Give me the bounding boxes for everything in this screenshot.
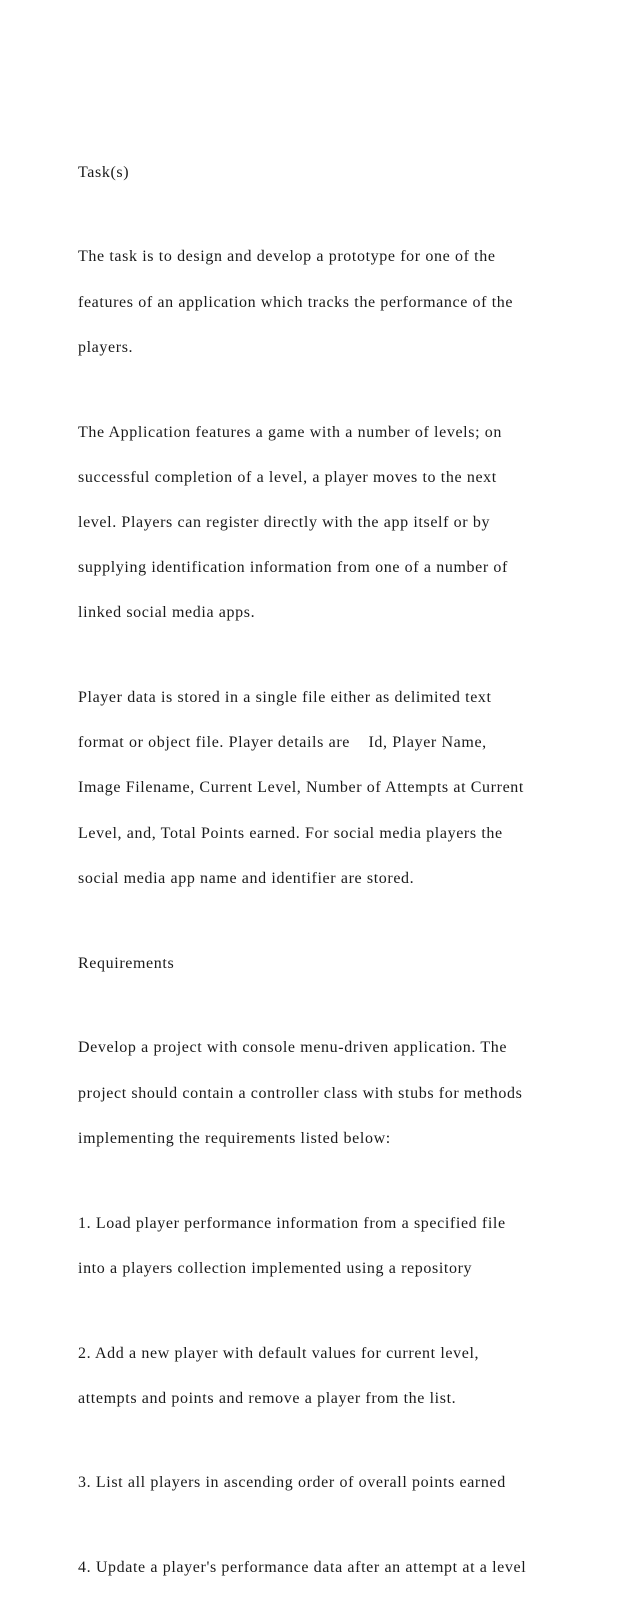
- text-line: Player data is stored in a single file either as delimited text: [78, 689, 492, 707]
- text-line: project should contain a controller class with stubs for methods: [78, 1084, 523, 1102]
- text-line: implementing the requirements listed below:: [78, 1129, 391, 1147]
- requirement-item-1: [78, 1190, 623, 1303]
- text-line: players.: [78, 338, 134, 356]
- requirement-item-3: [78, 1450, 623, 1518]
- text-line: The Application features a game with a number of levels; on: [78, 423, 503, 441]
- requirement-item-2: [78, 1320, 623, 1433]
- text-line: 1. Load player performance information from a specified file: [78, 1214, 506, 1232]
- text-line: attempts and points and remove a player from the list.: [78, 1389, 457, 1407]
- task-paragraph-3: [78, 664, 623, 913]
- text-line: linked social media apps.: [78, 604, 256, 622]
- requirements-intro: [78, 1015, 623, 1173]
- task-heading-text: Task(s): [78, 163, 130, 181]
- text-line: Develop a project with console menu-driven application. The: [78, 1039, 508, 1057]
- text-line: 4. Update a player's performance data after an attempt at a level: [78, 1559, 527, 1577]
- text-line: supplying identification information from one of a number of: [78, 559, 508, 577]
- text-line: Level, and, Total Points earned. For social media players the: [78, 824, 503, 842]
- task-heading: [78, 139, 623, 207]
- text-line: social media app name and identifier are stored.: [78, 869, 415, 887]
- text-line: level. Players can register directly with the app itself or by: [78, 513, 491, 531]
- task-paragraph-1: [78, 224, 623, 382]
- text-line: The task is to design and develop a prototype for one of the: [78, 248, 496, 266]
- text-line: Image Filename, Current Level, Number of Attempts at Current: [78, 779, 524, 797]
- document-page: [78, 139, 623, 1619]
- requirements-heading-text: Requirements: [78, 954, 175, 972]
- text-line: into a players collection implemented using a repository: [78, 1259, 473, 1277]
- text-line: 2. Add a new player with default values for current level,: [78, 1344, 480, 1362]
- task-paragraph-2: [78, 399, 623, 648]
- requirements-heading: [78, 930, 623, 998]
- text-line: successful completion of a level, a player moves to the next: [78, 468, 497, 486]
- text-line: format or object file. Player details are Id, Player Name,: [78, 734, 487, 752]
- text-line: features of an application which tracks the performance of the: [78, 293, 514, 311]
- text-line: 3. List all players in ascending order of overall points earned: [78, 1474, 506, 1492]
- requirement-item-4: [78, 1535, 623, 1603]
